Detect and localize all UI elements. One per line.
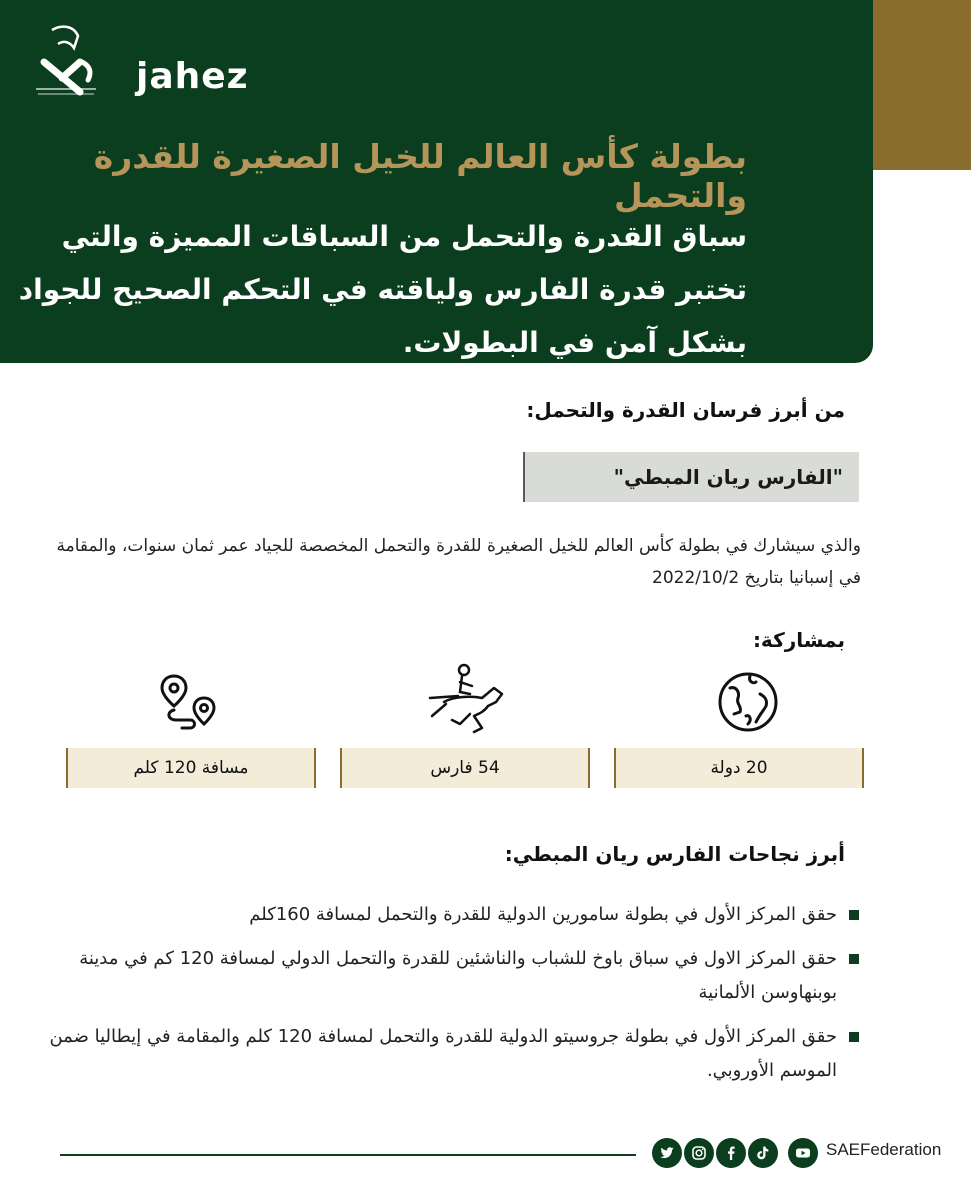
tiktok-icon[interactable] xyxy=(748,1138,778,1168)
list-item: حقق المركز الاول في سباق باوخ للشباب والناشئين للقدرة والتحمل الدولي لمسافة 120 كم في مدينة بوبنهاوسن الألمانية xyxy=(49,942,859,1010)
square-bullet-icon xyxy=(849,910,859,920)
stat-countries: 20 دولة xyxy=(614,748,864,788)
youtube-icon[interactable] xyxy=(788,1138,818,1168)
footer-divider xyxy=(60,1154,636,1156)
rider-description: والذي سيشارك في بطولة كأس العالم للخيل الصغيرة للقدرة والتحمل المخصصة للجياد عمر ثمان سنوات، والمقامة في إسبانيا بتاريخ 2022/10/2 xyxy=(56,536,861,588)
square-bullet-icon xyxy=(849,954,859,964)
gold-accent-strip xyxy=(873,0,971,170)
globe-icon xyxy=(716,670,780,734)
instagram-icon[interactable] xyxy=(684,1138,714,1168)
list-item: حقق المركز الأول في بطولة سامورين الدولية للقدرة والتحمل لمسافة 160كلم xyxy=(49,898,859,932)
participation-heading: بمشاركة: xyxy=(752,628,845,652)
federation-logo xyxy=(34,22,126,100)
social-handle[interactable]: SAEFederation xyxy=(826,1140,942,1159)
achievements-list xyxy=(49,898,859,1098)
twitter-icon[interactable] xyxy=(652,1138,682,1168)
facebook-icon[interactable] xyxy=(716,1138,746,1168)
stat-riders: 54 فارس xyxy=(340,748,590,788)
top-riders-heading: من أبرز فرسان القدرة والتحمل: xyxy=(526,398,845,422)
rider-name-box: "الفارس ريان المبطي" xyxy=(523,452,859,502)
page-title: بطولة كأس العالم للخيل الصغيرة للقدرة والتحمل xyxy=(93,137,747,215)
horse-rider-icon xyxy=(424,662,508,738)
square-bullet-icon xyxy=(849,1032,859,1042)
page-subtitle: سباق القدرة والتحمل من السباقات المميزة والتي تختبر قدرة الفارس ولياقته في التحكم الصحيح للجواد بشكل آمن في البطولات. xyxy=(18,220,747,359)
achievements-heading: أبرز نجاحات الفارس ريان المبطي: xyxy=(504,842,845,866)
list-item: حقق المركز الأول في بطولة جروسيتو الدولية للقدرة والتحمل لمسافة 120 كلم والمقامة في إيطاليا ضمن الموسم الأوروبي. xyxy=(49,1020,859,1088)
stat-distance: مسافة 120 كلم xyxy=(66,748,316,788)
route-pins-icon xyxy=(156,672,222,732)
jahez-logo: jahez xyxy=(136,56,249,97)
header-banner xyxy=(0,0,873,363)
